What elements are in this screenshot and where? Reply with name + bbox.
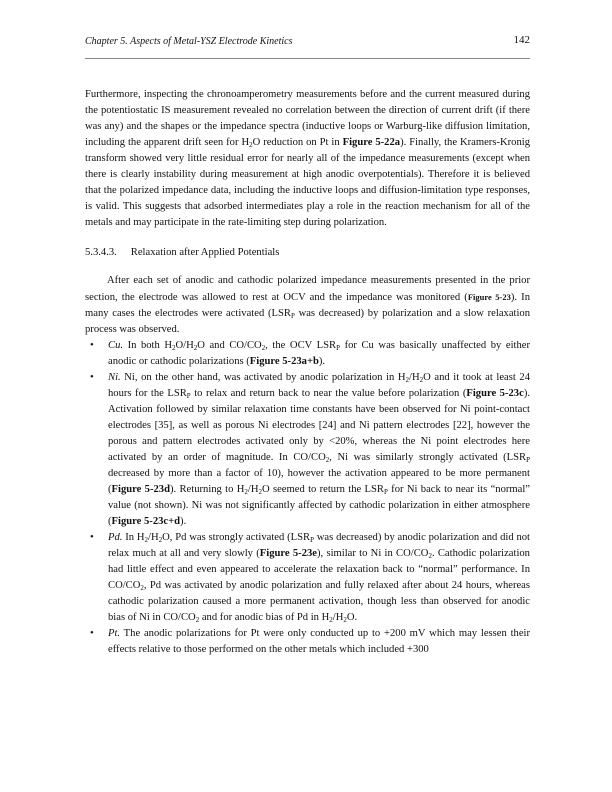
text-segment: . Cathodic polarization had little effect and even appeared to accelerate the relaxation back to “normal” performance. In CO/CO [108,548,530,591]
subscript: P [310,536,314,544]
text-segment: Ni, on the other hand, was activated by anodic polarization in H [120,372,406,383]
section-number: 5.3.4.3. [85,247,117,258]
bullet-item-pt [85,626,530,658]
text-segment: O. [346,612,358,623]
figure-reference: Figure 5-23c+d [111,516,181,527]
text-segment: ). Activation followed by similar relaxation time constants have been observed for Ni point-contact electrodes [35], as well as porous Ni electrodes [24] and Ni pattern electrodes [22], however the porous and pattern electrodes activated only by <20%, whereas the Ni point electrodes here activated by an order of magnitude. In CO/CO [108,388,530,463]
text-segment: /H [332,612,344,623]
figure-reference: Figure 5-23c [466,388,524,399]
subscript: 2 [258,488,262,496]
text-segment: ). Returning to H [169,484,245,495]
text-segment: for Cu was basically unaffected by either anodic or cathodic polarizations ( [108,340,531,367]
text-segment: /H [148,532,159,543]
section-heading [85,245,530,261]
paragraph-relaxation-intro [85,273,530,338]
subscript: 2 [405,376,410,384]
subscript: P [526,456,530,464]
subscript: 2 [329,616,333,624]
bullet-icon: • [90,628,94,639]
bullet-icon: • [90,372,94,383]
text-segment: ). [180,516,187,527]
subscript: 2 [144,536,149,544]
text-segment: /H [409,372,420,383]
paragraph-drift-correlation [85,87,530,231]
page-number: 142 [513,34,530,46]
subscript: 2 [325,456,330,464]
metal-name: Cu. [108,340,124,351]
text-segment: ). In many cases the electrodes were activated (LSR [85,292,530,319]
text-segment: O/H [175,340,194,351]
metal-name: Ni. [108,372,121,383]
text-segment: In H [122,532,145,543]
text-segment: After each set of anodic and cathodic polarized impedance measurements presented in the prior section, the electrode was allowed to rest at OCV and the impedance was monitored ( [85,275,530,303]
text-segment: In both H [123,340,173,351]
subscript: 2 [195,616,200,624]
chapter-title: Chapter 5. Aspects of Metal-YSZ Electrode Kinetics [85,36,293,47]
subscript: 2 [249,141,253,149]
subscript: 2 [419,376,424,384]
figure-reference: Figure 5-23e [259,548,317,559]
text-segment: and for anodic bias of Pd in H [199,612,330,623]
text-segment: ). Finally, the Kramers-Kronig transform showed very little residual error for nearly all of the impedance measurements (except when there is clearly instability during measurement at high anodic overpotentials). Therefore it is believed that the polarized impedance data, including the inductive loops and diffusion-limitation type responses, is valid. This suggests that adsorbed intermediates play a role in the reaction mechanism for all of the metals and may participate in the rate-limiting step during polarization. [85,137,530,228]
figure-reference: Figure 5-23 [467,292,511,302]
subscript: 2 [172,344,176,352]
text-segment: O and CO/CO [197,340,262,351]
subscript: 2 [261,344,266,352]
text-segment: The anodic polarizations for Pt were only conducted up to +200 mV which may lessen their effects relative to those performed on the other metals which included +300 [108,628,530,655]
subscript: P [290,312,295,320]
text-segment: , Ni was similarly strongly activated (LSR [329,452,527,463]
text-segment: Furthermore, inspecting the chronoamperometry measurements before and the current measured during the potentiostatic IS measurement revealed no correlation between the direction of current drift (if there was any) and the shapes or the impedance spectra (inductive loops or Warburg-like diffusion limitation, including the apparent drift seen for H [85,89,530,148]
metal-bullet-list [85,338,530,658]
subscript: 2 [343,616,347,624]
subscript: P [336,344,341,352]
subscript: 2 [244,488,248,496]
text-segment: ), similar to Ni in CO/CO [317,548,429,559]
section-title: Relaxation after Applied Potentials [130,247,280,258]
text-segment: /H [247,484,259,495]
figure-reference: Figure 5-23a+b [249,356,319,367]
text-segment: ). [318,356,326,367]
figure-reference: Figure 5-23d [111,484,170,495]
header-rule [85,58,530,59]
subscript: P [186,392,191,400]
text-segment: for Ni back to near its “normal” value (not shown). Ni was not significantly affected by cathodic polarization in either atmosphere ( [108,484,530,527]
bullet-icon: • [90,340,94,351]
bullet-item-cu [85,338,530,370]
text-segment: , the OCV LSR [265,340,337,351]
text-segment: O reduction on Pt in [252,137,343,148]
text-segment: , Pd was activated by anodic polarization and fully relaxed after about 24 hours, whereas cathodic polarization caused a more permanent activation, though less than observed for anodic bias of Ni in CO/CO [108,580,530,623]
text-segment: to relax and return back to near the value before polarization ( [190,388,467,399]
subscript: 2 [193,344,198,352]
bullet-item-pd [85,530,530,626]
text-segment: O and it took at least 24 hours for the LSR [108,372,530,399]
metal-name: Pd. [108,532,123,543]
subscript: 2 [158,536,163,544]
text-segment: O seemed to return the LSR [262,484,384,495]
body-text [85,87,530,658]
subscript: 2 [140,584,144,592]
text-segment: O, Pd was strongly activated (LSR [162,532,311,543]
bullet-item-ni [85,370,530,530]
subscript: P [383,488,388,496]
text-segment: decreased by more than a factor of 10), however the activation appeared to be more permanent ( [108,468,530,495]
figure-reference: Figure 5-22a [342,137,401,148]
metal-name: Pt. [108,628,121,639]
text-segment: was decreased) by anodic polarization and did not relax much at all and very slowly ( [108,532,531,559]
bullet-icon: • [90,532,94,543]
page-header [85,34,530,50]
subscript: 2 [428,552,432,560]
text-segment: was decreased) by polarization and a slow relaxation process was observed. [85,308,531,335]
